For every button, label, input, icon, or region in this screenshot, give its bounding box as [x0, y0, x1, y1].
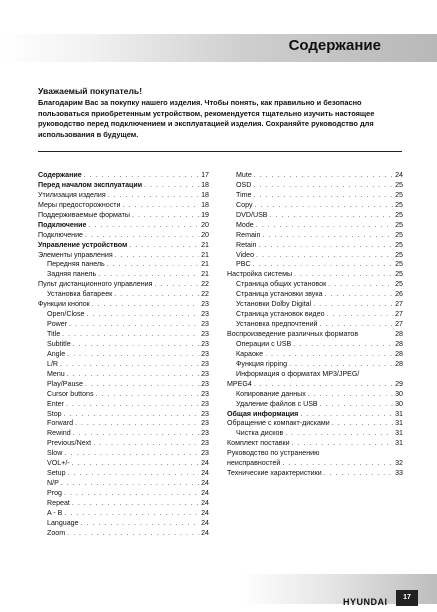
toc-entry [227, 390, 403, 400]
toc-entry-page: 27 [395, 320, 403, 329]
toc-leader-dots [328, 280, 393, 290]
toc-leader-dots [66, 400, 199, 410]
toc-entry [227, 459, 403, 469]
toc-entry [227, 370, 403, 380]
toc-entry-title: Содержание [38, 171, 82, 179]
toc-entry-page: 18 [201, 200, 209, 209]
toc-entry-page: 28 [395, 330, 403, 338]
toc-leader-dots [129, 241, 199, 251]
toc-leader-dots [114, 290, 199, 300]
toc-leader-dots [72, 459, 199, 469]
toc-entry-title: OSD [236, 180, 252, 189]
toc-entry-title: DVD/USB [236, 210, 268, 219]
toc-entry-title: L/R [47, 359, 59, 368]
toc-entry-title: Enter [47, 399, 64, 408]
toc-entry-title: Руководство по устранению [227, 449, 320, 458]
toc-leader-dots [92, 300, 199, 310]
toc-entry [38, 419, 209, 429]
toc-leader-dots [308, 390, 393, 400]
toc-entry [38, 251, 209, 261]
toc-leader-dots [300, 410, 393, 420]
toc-entry-page: 19 [201, 210, 209, 219]
toc-entry-page: 23 [201, 339, 209, 348]
toc-entry-title: Чистка дисков [236, 429, 284, 438]
toc-leader-dots [256, 251, 393, 261]
toc-entry [38, 469, 209, 479]
toc-leader-dots [253, 260, 394, 270]
toc-leader-dots [88, 221, 199, 231]
toc-entry-title: Remain [236, 230, 261, 239]
toc-entry [227, 221, 403, 231]
toc-leader-dots [81, 519, 200, 529]
toc-entry-title: Retain [236, 240, 257, 249]
toc-entry-title: Страница установок видео [236, 310, 325, 319]
toc-entry-title: Angle [47, 349, 66, 358]
toc-leader-dots [285, 429, 393, 439]
toc-leader-dots [93, 439, 199, 449]
toc-leader-dots [64, 449, 199, 459]
toc-entry [38, 310, 209, 320]
toc-entry [38, 529, 209, 539]
toc-entry-page: 17 [201, 171, 209, 179]
toc-entry-page: 28 [395, 349, 403, 358]
toc-entry [227, 300, 403, 310]
toc-entry [227, 171, 403, 181]
toc-entry [38, 509, 209, 519]
toc-entry [227, 360, 403, 370]
toc-entry [38, 449, 209, 459]
toc-entry [227, 340, 403, 350]
toc-entry-page: 31 [395, 409, 403, 418]
toc-entry-page: 24 [201, 498, 209, 507]
toc-entry-page: 25 [395, 260, 403, 269]
toc-leader-dots [294, 270, 393, 280]
toc-entry [38, 290, 209, 300]
toc-entry-title: VOL+/- [47, 459, 70, 468]
toc-entry-title: Операции с USB [236, 339, 292, 348]
toc-entry-title: Общая информация [227, 409, 299, 418]
toc-entry-page: 23 [201, 409, 209, 418]
toc-entry [38, 380, 209, 390]
toc-leader-dots [255, 201, 394, 211]
toc-entry-title: Mute [236, 171, 252, 179]
toc-leader-dots [262, 231, 393, 241]
toc-entry [227, 419, 403, 429]
toc-leader-dots [62, 330, 199, 340]
toc-leader-dots [282, 459, 393, 469]
toc-entry-title: Управление устройством [38, 240, 128, 249]
toc-leader-dots [73, 429, 199, 439]
toc-entry-title: Repeat [47, 498, 70, 507]
toc-leader-dots [265, 350, 393, 360]
toc-entry [38, 439, 209, 449]
toc-leader-dots [327, 310, 394, 320]
toc-entry [38, 350, 209, 360]
toc-entry [227, 320, 403, 330]
toc-entry-title: Menu [47, 369, 65, 378]
toc-entry-title: Установка предпочтений [236, 320, 318, 329]
toc-entry-page: 20 [201, 230, 209, 239]
toc-entry-title: Поддерживаемые форматы [38, 210, 130, 219]
toc-entry-page: 25 [395, 240, 403, 249]
toc-entry-title: Перед началом эксплуатации [38, 180, 143, 189]
toc-entry [38, 201, 209, 211]
toc-entry-title: Language [47, 518, 79, 527]
toc-entry [227, 310, 403, 320]
toc-entry [227, 191, 403, 201]
toc-entry-page: 24 [201, 528, 209, 537]
toc-leader-dots [69, 320, 199, 330]
toc-leader-dots [107, 260, 199, 270]
toc-entry-title: Караоке [236, 349, 264, 358]
toc-entry [38, 171, 209, 181]
toc-entry-title: Элементы управления [38, 250, 113, 259]
toc-entry-title: Утилизация изделия [38, 190, 106, 199]
toc-leader-dots [320, 320, 394, 330]
toc-entry [38, 231, 209, 241]
toc-entry-title: Stop [47, 409, 62, 418]
toc-leader-dots [289, 360, 393, 370]
toc-entry [38, 320, 209, 330]
toc-entry-title: Настройка системы [227, 270, 293, 279]
toc-entry-title: Video [236, 250, 255, 259]
toc-leader-dots [254, 171, 393, 181]
toc-entry [227, 260, 403, 270]
toc-entry-page: 32 [395, 459, 403, 468]
toc-entry-title: Подключение [38, 230, 83, 239]
toc-entry [38, 300, 209, 310]
toc-entry-page: 31 [395, 429, 403, 438]
toc-entry [38, 489, 209, 499]
toc-leader-dots [72, 499, 199, 509]
toc-leader-dots [73, 340, 199, 350]
toc-entry-page: 21 [201, 240, 209, 249]
toc-entry-page: 24 [201, 469, 209, 478]
toc-entry-title: Play/Pause [47, 379, 83, 388]
toc-entry [38, 191, 209, 201]
toc-leader-dots [270, 211, 394, 221]
toc-entry [38, 340, 209, 350]
toc-leader-dots [253, 181, 393, 191]
toc-entry-page: 23 [201, 330, 209, 338]
toc-entry [38, 211, 209, 221]
toc-entry-title: Обращение с компакт-дисками [227, 419, 330, 428]
toc-entry [227, 400, 403, 410]
toc-entry-page: 25 [395, 210, 403, 219]
toc-entry-page: 25 [395, 230, 403, 239]
toc-entry-title: Пульт дистанционного управления [38, 280, 153, 289]
toc-leader-dots [68, 469, 200, 479]
toc-entry [38, 280, 209, 290]
toc-leader-dots [64, 410, 200, 420]
toc-entry [227, 241, 403, 251]
toc-entry-title: Функции кнопок [38, 300, 90, 309]
toc-entry-title: Title [47, 330, 61, 338]
toc-entry-page: 21 [201, 260, 209, 269]
greeting-heading: Уважаемый покупатель! [38, 86, 143, 96]
toc-entry-page: 24 [201, 489, 209, 497]
toc-leader-dots [64, 489, 199, 499]
toc-entry-page: 25 [395, 190, 403, 199]
toc-entry-title: Воспроизведение различных форматов [227, 330, 359, 338]
toc-entry-page: 25 [395, 270, 403, 279]
toc-entry [38, 400, 209, 410]
toc-entry-page: 23 [201, 429, 209, 438]
toc-leader-dots [132, 211, 199, 221]
toc-entry-page: 29 [395, 379, 403, 388]
toc-entry-page: 26 [395, 290, 403, 299]
toc-entry-title: Previous/Next [47, 439, 92, 448]
toc-entry-page: 23 [201, 419, 209, 428]
toc-entry-page: 23 [201, 369, 209, 378]
toc-entry-page: 22 [201, 290, 209, 299]
toc-leader-dots [108, 191, 199, 201]
toc-entry-page: 23 [201, 439, 209, 448]
toc-entry-title: Информация о форматах MP3/JPEG/ [236, 369, 360, 378]
toc-entry-title: Copy [236, 200, 253, 209]
toc-entry-page: 28 [395, 339, 403, 348]
toc-entry [227, 201, 403, 211]
toc-entry [38, 241, 209, 251]
toc-entry [38, 330, 209, 340]
toc-entry-page: 27 [395, 310, 403, 319]
toc-entry-title: Страница общих установок [236, 280, 327, 289]
toc-entry [227, 410, 403, 420]
toc-entry [227, 350, 403, 360]
toc-leader-dots [254, 191, 394, 201]
toc-entry-page: 18 [201, 180, 209, 189]
toc-entry [38, 410, 209, 420]
toc-entry-page: 27 [395, 300, 403, 309]
toc-entry [38, 429, 209, 439]
toc-entry-page: 24 [201, 518, 209, 527]
toc-leader-dots [259, 241, 394, 251]
toc-entry-page: 21 [201, 270, 209, 279]
toc-leader-dots [313, 300, 393, 310]
toc-entry [38, 519, 209, 529]
toc-entry [227, 380, 403, 390]
toc-leader-dots [324, 469, 393, 479]
toc-entry [227, 449, 403, 459]
toc-entry-page: 22 [201, 280, 209, 289]
toc-left-column [38, 171, 209, 539]
toc-entry [38, 459, 209, 469]
toc-leader-dots [254, 380, 393, 390]
toc-entry-page: 25 [395, 180, 403, 189]
toc-leader-dots [85, 231, 199, 241]
toc-right-column [227, 171, 403, 479]
toc-entry-title: Установка батареек [47, 290, 113, 299]
toc-entry-page: 25 [395, 200, 403, 209]
toc-entry-page: 31 [395, 439, 403, 448]
toc-entry-title: неисправностей [227, 459, 281, 468]
toc-entry [227, 469, 403, 479]
toc-entry-title: Power [47, 320, 68, 329]
toc-entry-page: 25 [395, 280, 403, 289]
toc-entry-page: 23 [201, 389, 209, 398]
toc-entry [227, 290, 403, 300]
toc-leader-dots [61, 479, 199, 489]
toc-entry [227, 251, 403, 261]
toc-entry-title: Передняя панель [47, 260, 105, 269]
toc-entry [38, 499, 209, 509]
toc-entry-page: 23 [201, 449, 209, 458]
toc-leader-dots [67, 370, 199, 380]
toc-entry-page: 25 [395, 250, 403, 259]
toc-entry-title: Технические характеристики [227, 469, 322, 478]
toc-entry-title: Zoom [47, 528, 66, 537]
toc-leader-dots [325, 290, 394, 300]
toc-entry-page: 24 [201, 508, 209, 517]
toc-entry-page: 23 [201, 300, 209, 309]
toc-entry-page: 31 [395, 419, 403, 428]
toc-leader-dots [85, 380, 199, 390]
toc-entry-page: 23 [201, 349, 209, 358]
toc-entry-page: 25 [395, 220, 403, 229]
toc-entry-page: 30 [395, 389, 403, 398]
toc-entry-page: 20 [201, 220, 209, 229]
toc-leader-dots [64, 509, 199, 519]
toc-entry-title: Меры предосторожности [38, 200, 121, 209]
toc-leader-dots [67, 529, 199, 539]
toc-leader-dots [98, 270, 199, 280]
toc-entry-page: 24 [201, 479, 209, 488]
toc-leader-dots [256, 221, 393, 231]
toc-entry [38, 360, 209, 370]
toc-entry [38, 479, 209, 489]
toc-entry-title: Удаление файлов с USB [236, 399, 318, 408]
toc-entry-title: Комплект поставки [227, 439, 290, 448]
toc-entry-title: Cursor buttons [47, 389, 94, 398]
toc-entry-title: Страница установки звука [236, 290, 323, 299]
toc-entry [227, 439, 403, 449]
toc-entry-title: A - B [47, 508, 63, 517]
toc-leader-dots [144, 181, 199, 191]
toc-entry-page: 18 [201, 190, 209, 199]
toc-entry [227, 231, 403, 241]
page-number: 17 [396, 590, 418, 606]
toc-entry-page: 23 [201, 320, 209, 329]
toc-entry [38, 390, 209, 400]
toc-leader-dots [67, 350, 199, 360]
toc-entry-title: MPEG4 [227, 379, 252, 388]
toc-entry-title: Установки Dolby Digital [236, 300, 312, 309]
divider [38, 151, 402, 152]
toc-entry-title: Open/Close [47, 310, 85, 319]
toc-entry [227, 270, 403, 280]
toc-entry-title: Mode [236, 220, 254, 229]
page-title: Содержание [288, 37, 381, 54]
toc-entry-page: 24 [201, 459, 209, 468]
toc-entry-title: Slow [47, 449, 63, 458]
toc-entry-title: Prog [47, 489, 62, 497]
toc-leader-dots [115, 251, 199, 261]
toc-entry [227, 181, 403, 191]
toc-entry [227, 280, 403, 290]
brand-logo: HYUNDAI [343, 597, 388, 607]
toc-entry [227, 429, 403, 439]
toc-entry [227, 330, 403, 340]
toc-entry-page: 23 [201, 310, 209, 319]
toc-entry [38, 270, 209, 280]
toc-entry-title: Time [236, 190, 252, 199]
toc-entry-title: Forward [47, 419, 74, 428]
toc-entry-title: Rewind [47, 429, 71, 438]
toc-entry [227, 211, 403, 221]
toc-entry-page: 24 [395, 171, 403, 179]
toc-entry-page: 23 [201, 359, 209, 368]
toc-entry-page: 23 [201, 399, 209, 408]
toc-entry-title: PBC [236, 260, 251, 269]
toc-entry [38, 221, 209, 231]
toc-entry-title: Subtitle [47, 339, 71, 348]
toc-leader-dots [122, 201, 199, 211]
toc-entry-page: 33 [395, 469, 403, 478]
toc-entry-page: 21 [201, 250, 209, 259]
toc-entry [38, 181, 209, 191]
toc-entry-title: Задняя панель [47, 270, 97, 279]
toc-entry-page: 30 [395, 399, 403, 408]
toc-leader-dots [292, 439, 394, 449]
toc-entry-title: N/P [47, 479, 59, 488]
toc-leader-dots [154, 280, 199, 290]
toc-entry-title: Setup [47, 469, 66, 478]
toc-leader-dots [84, 171, 199, 181]
toc-leader-dots [96, 390, 200, 400]
toc-leader-dots [60, 360, 199, 370]
toc-entry-title: Копирование данных [236, 389, 306, 398]
toc-leader-dots [75, 419, 199, 429]
toc-entry-page: 23 [201, 379, 209, 388]
toc-entry [38, 260, 209, 270]
toc-leader-dots [86, 310, 199, 320]
toc-leader-dots [320, 400, 393, 410]
intro-paragraph: Благодарим Вас за покупку нашего изделия. Чтобы понять, как правильно и безопасно пользоваться приобретенным устройством, рекомендуется тщательно изучить настоящее руководство перед подключением и эксплуатацией изделия. Сохраняйте руководство для использования в будущем. [38, 98, 375, 139]
toc-entry [38, 370, 209, 380]
toc-leader-dots [293, 340, 393, 350]
toc-entry-title: Функция ripping [236, 359, 288, 368]
toc-entry-page: 28 [395, 359, 403, 368]
toc-entry-title: Подключение [38, 220, 87, 229]
toc-leader-dots [332, 419, 393, 429]
